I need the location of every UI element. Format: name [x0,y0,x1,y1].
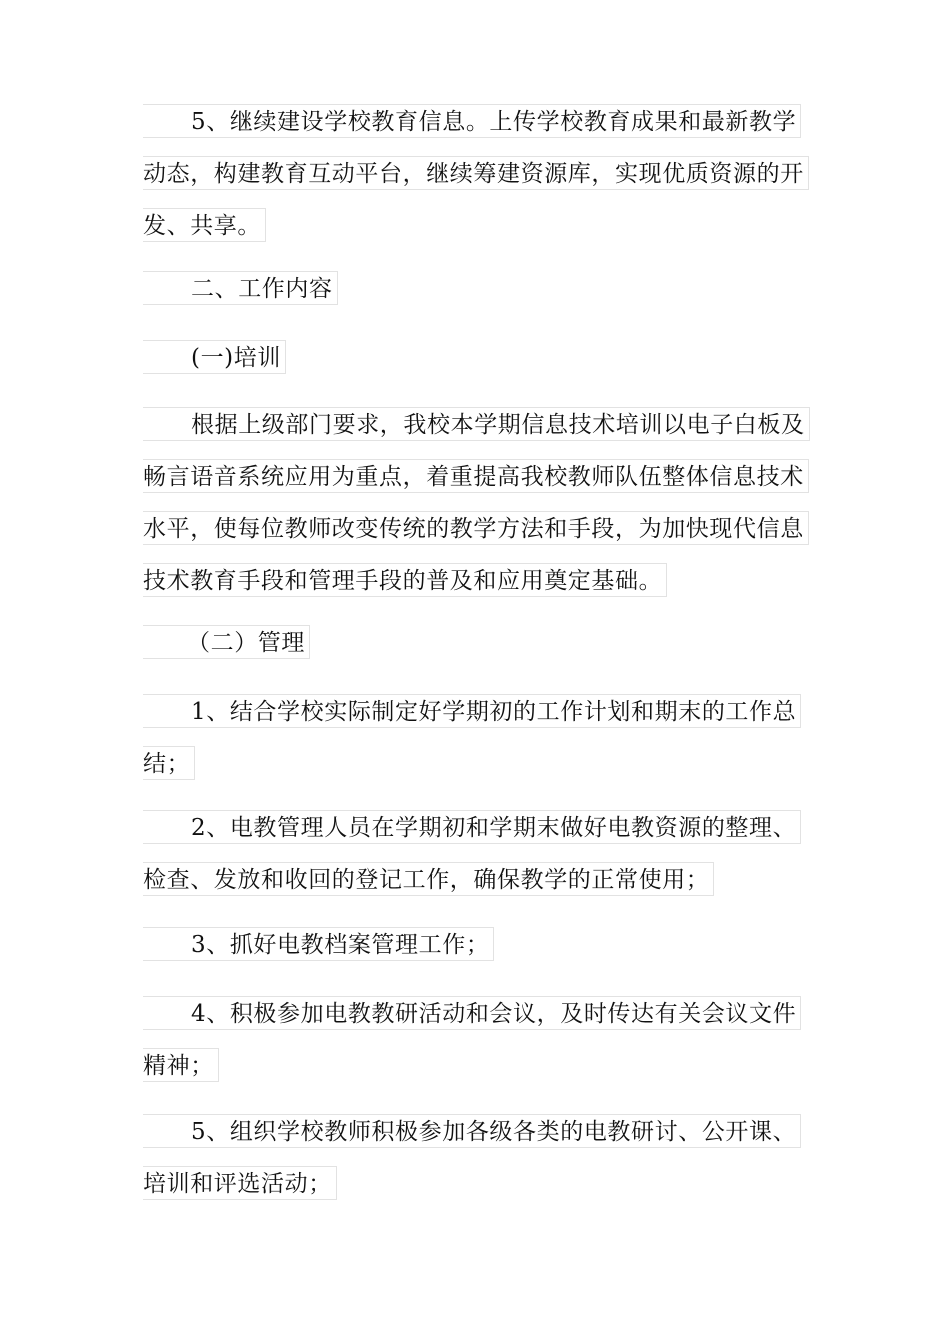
list-item-4-research-meetings [143,996,801,1100]
section-heading-work-content [143,271,338,323]
paragraph-line: 动态，构建教育互动平台，继续筹建资源库，实现优质资源的开 [143,156,809,208]
paragraph-line: 3、抓好电教档案管理工作； [143,927,494,979]
paragraph-item-5-info-construction [143,104,809,260]
paragraph-training-body [143,407,810,615]
heading-line: (一)培训 [143,340,286,392]
heading-line: 二、工作内容 [143,271,338,323]
paragraph-line: 5、组织学校教师积极参加各级各类的电教研讨、公开课、 [143,1114,801,1166]
paragraph-line: 结； [143,746,801,798]
paragraph-line: 根据上级部门要求，我校本学期信息技术培训以电子白板及 [143,407,810,459]
paragraph-line: 发、共享。 [143,208,809,260]
list-item-3-archive-management [143,927,494,979]
paragraph-line: 水平，使每位教师改变传统的教学方法和手段，为加快现代信息 [143,511,810,563]
paragraph-line: 1、结合学校实际制定好学期初的工作计划和期末的工作总 [143,694,801,746]
list-item-2-resource-management [143,810,801,914]
subsection-heading-management [143,625,310,677]
paragraph-line: 培训和评选活动； [143,1166,801,1218]
paragraph-line: 精神； [143,1048,801,1100]
list-item-1-plan-summary [143,694,801,798]
paragraph-line: 畅言语音系统应用为重点，着重提高我校教师队伍整体信息技术 [143,459,810,511]
heading-line: （二）管理 [143,625,310,677]
paragraph-line: 检查、发放和收回的登记工作，确保教学的正常使用； [143,862,801,914]
paragraph-line: 5、继续建设学校教育信息。上传学校教育成果和最新教学 [143,104,809,156]
paragraph-line: 技术教育手段和管理手段的普及和应用奠定基础。 [143,563,810,615]
list-item-5-teacher-activities [143,1114,801,1218]
paragraph-line: 4、积极参加电教教研活动和会议，及时传达有关会议文件 [143,996,801,1048]
subsection-heading-training [143,340,286,392]
paragraph-line: 2、电教管理人员在学期初和学期末做好电教资源的整理、 [143,810,801,862]
